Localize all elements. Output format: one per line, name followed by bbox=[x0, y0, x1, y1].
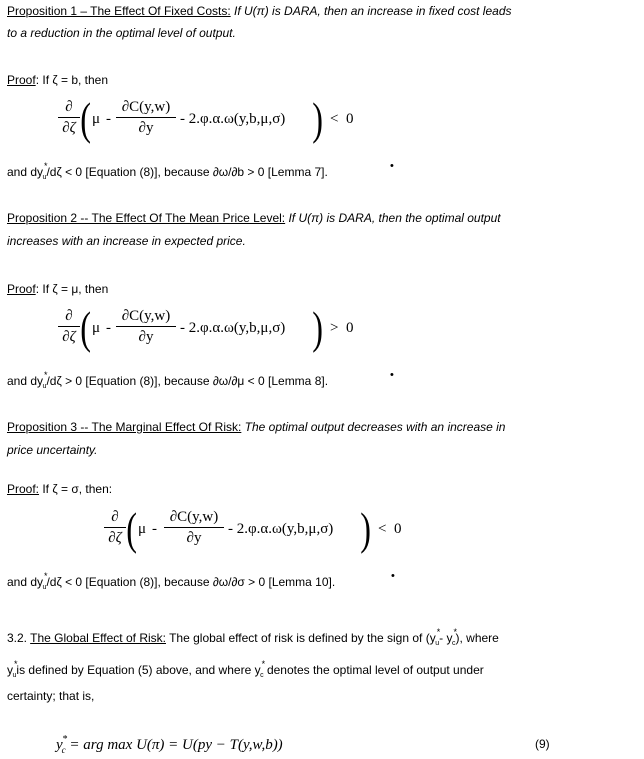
formula-2-cost-derivative: ∂C(y,w) ∂y bbox=[116, 307, 176, 346]
equation-9: $y^*_c$ = arg max U(π) = U(py − T(y,w,b)) bbox=[56, 734, 283, 755]
conclusion-1: and $dy^*_u/d\zeta < 0$ [Equation (8)], because ∂ω/∂b > 0 [Lemma 7]. bbox=[7, 161, 328, 181]
formula-1-inequality: < 0 bbox=[330, 111, 354, 127]
proposition-1-text: If U(π) is DARA, then an increase in fixed cost leads bbox=[230, 4, 512, 18]
proposition-3-text: The optimal output decreases with an increase in bbox=[241, 420, 506, 434]
qed-bullet-3: • bbox=[391, 570, 395, 582]
section-3-2-line2: $y^*_uis$ defined by Equation (5) above, and where $y^*_c$ denotes the optimal level of output under bbox=[7, 659, 484, 679]
formula-2-inequality: > 0 bbox=[330, 320, 354, 336]
proof-2-text: : If ζ = μ, then bbox=[35, 282, 109, 296]
formula-2-left-paren: ( bbox=[80, 302, 92, 353]
formula-3-tail: - 2.φ.α.ω(y,b,μ,σ) bbox=[228, 521, 334, 537]
formula-3-left-paren: ( bbox=[126, 503, 138, 554]
proof-2-label: Proof bbox=[7, 282, 36, 296]
conclusion-3: and $dy^*_u/d\zeta < 0$ [Equation (8)], because ∂ω/∂σ > 0 [Lemma 10]. bbox=[7, 571, 336, 591]
formula-2-tail: - 2.φ.α.ω(y,b,μ,σ) bbox=[180, 320, 286, 336]
formula-1-right-paren: ) bbox=[312, 93, 324, 144]
formula-2-right-paren: ) bbox=[312, 302, 324, 353]
section-title: The Global Effect of Risk: bbox=[30, 631, 166, 645]
section-3-2-line1: 3.2. The Global Effect of Risk: The global effect of risk is defined by the sign of ($y^*_u-$ $y^*_c$), where bbox=[7, 627, 499, 647]
formula-1-partial: ∂ ∂ζ bbox=[58, 98, 80, 137]
proposition-3-title: Proposition 3 -- The Marginal Effect Of Risk: bbox=[7, 420, 242, 434]
proof-3-label: Proof: bbox=[7, 482, 40, 496]
proof-1 bbox=[7, 72, 108, 88]
formula-3-partial: ∂ ∂ζ bbox=[104, 508, 126, 547]
proposition-2-statement bbox=[7, 210, 501, 226]
qed-bullet-1: • bbox=[390, 160, 394, 172]
formula-1-cost-derivative: ∂C(y,w) ∂y bbox=[116, 98, 176, 137]
proof-3 bbox=[7, 481, 112, 497]
formula-2-mu: μ bbox=[92, 320, 101, 336]
formula-1-left-paren: ( bbox=[80, 93, 92, 144]
formula-2-partial: ∂ ∂ζ bbox=[58, 307, 80, 346]
section-number: 3.2. bbox=[7, 631, 28, 645]
formula-3-mu: μ bbox=[138, 521, 147, 537]
equation-9-number: (9) bbox=[535, 737, 550, 751]
qed-bullet-2: • bbox=[390, 369, 394, 381]
formula-1-mu: μ bbox=[92, 111, 101, 127]
proposition-3-text-line2: price uncertainty. bbox=[7, 443, 98, 457]
formula-3-inequality: < 0 bbox=[378, 521, 402, 537]
proof-2 bbox=[7, 281, 108, 297]
proposition-2-text-line2: increases with an increase in expected price. bbox=[7, 234, 246, 248]
formula-1-minus: - bbox=[106, 111, 111, 127]
proof-1-label: Proof bbox=[7, 73, 36, 87]
proof-3-text: If ζ = σ, then: bbox=[39, 482, 113, 496]
proposition-1-text-line2: to a reduction in the optimal level of output. bbox=[7, 26, 236, 40]
section-3-2-line3: certainty; that is, bbox=[7, 689, 95, 703]
formula-3-cost-derivative: ∂C(y,w) ∂y bbox=[164, 508, 224, 547]
proof-1-text: : If ζ = b, then bbox=[35, 73, 109, 87]
equation-9-rhs: = arg max U(π) = U(py − T(y,w,b)) bbox=[69, 737, 283, 753]
proposition-1-statement bbox=[7, 3, 512, 19]
proposition-3-statement bbox=[7, 419, 505, 435]
proposition-2-text: If U(π) is DARA, then the optimal output bbox=[285, 211, 501, 225]
formula-2-minus: - bbox=[106, 320, 111, 336]
conclusion-2: and $dy^*_u/d\zeta > 0$ [Equation (8)], because ∂ω/∂μ < 0 [Lemma 8]. bbox=[7, 370, 329, 390]
formula-1-tail: - 2.φ.α.ω(y,b,μ,σ) bbox=[180, 111, 286, 127]
proposition-2-title: Proposition 2 -- The Effect Of The Mean Price Level: bbox=[7, 211, 286, 225]
formula-3-right-paren: ) bbox=[360, 503, 372, 554]
formula-3-minus: - bbox=[152, 521, 157, 537]
proposition-1-title: Proposition 1 – The Effect Of Fixed Costs: bbox=[7, 4, 231, 18]
